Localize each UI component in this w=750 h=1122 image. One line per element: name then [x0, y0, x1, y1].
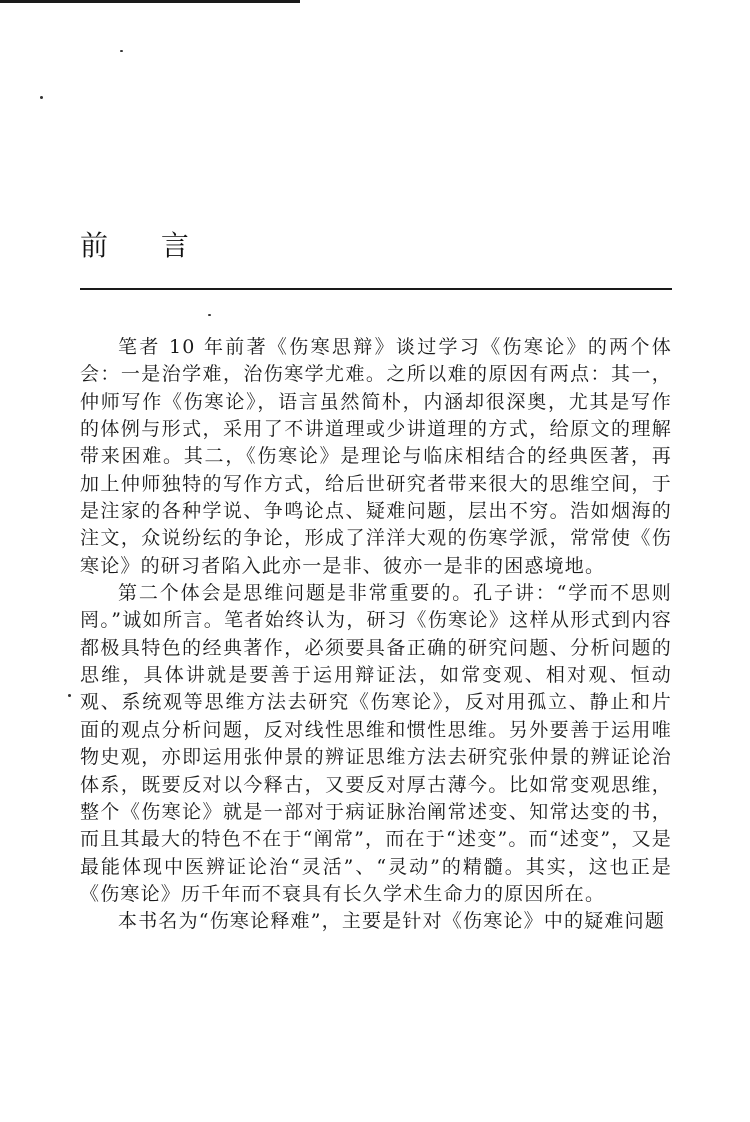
- paragraph-1: 笔者 10 年前著《伤寒思辩》谈过学习《伤寒论》的两个体会：一是治学难，治伤寒学尤难。之所以难的原因有两点：其一，仲师写作《伤寒论》，语言虽然简朴，内涵却很深奥，尤其是写作的体例与形式，采用了不讲道理或少讲道理的方式，给原文的理解带来困难。其二，《伤寒论》是理论与临床相结合的经典医著，再加上仲师独特的写作方式，给后世研究者带来很大的思维空间，于是注家的各种学说、争鸣论点、疑难问题，层出不穷。浩如烟海的注文，众说纷纭的争论，形成了洋洋大观的伤寒学派，常常使《伤寒论》的研习者陷入此亦一是非、彼亦一是非的困惑境地。: [80, 336, 672, 577]
- paragraph-3: 本书名为“伤寒论释难”，主要是针对《伤寒论》中的疑难问题: [118, 910, 666, 933]
- scan-speck: [68, 694, 71, 697]
- scan-speck: [40, 96, 43, 99]
- heading-divider: [80, 288, 672, 290]
- paragraph-2: 第二个体会是思维问题是非常重要的。孔子讲：“学而不思则罔。”诚如所言。笔者始终认为，研习《伤寒论》这样从形式到内容都极具特色的经典著作，必须要具备正确的研究问题、分析问题的思维，具体讲就是要善于运用辩证法，如常变观、相对观、恒动观、系统观等思维方法去研究《伤寒论》，反对用孤立、静止和片面的观点分析问题，反对线性思维和惯性思维。另外要善于运用唯物史观，亦即运用张仲景的辨证思维方法去研究张仲景的辨证论治体系，既要反对以今释古，又要反对厚古薄今。比如常变观思维，整个《伤寒论》就是一部对于病证脉治阐常述变、知常达变的书，而且其最大的特色不在于“阐常”，而在于“述变”。而“述变”，又是最能体现中医辨证论治“灵活”、“灵动”的精髓。其实，这也正是《伤寒论》历千年而不衰具有长久学术生命力的原因所在。: [80, 582, 672, 905]
- body-text: [80, 334, 672, 936]
- scan-speck: [120, 50, 123, 52]
- page-heading: 前 言: [80, 229, 211, 262]
- scan-speck: [208, 314, 211, 316]
- top-edge-rule: [0, 0, 300, 3]
